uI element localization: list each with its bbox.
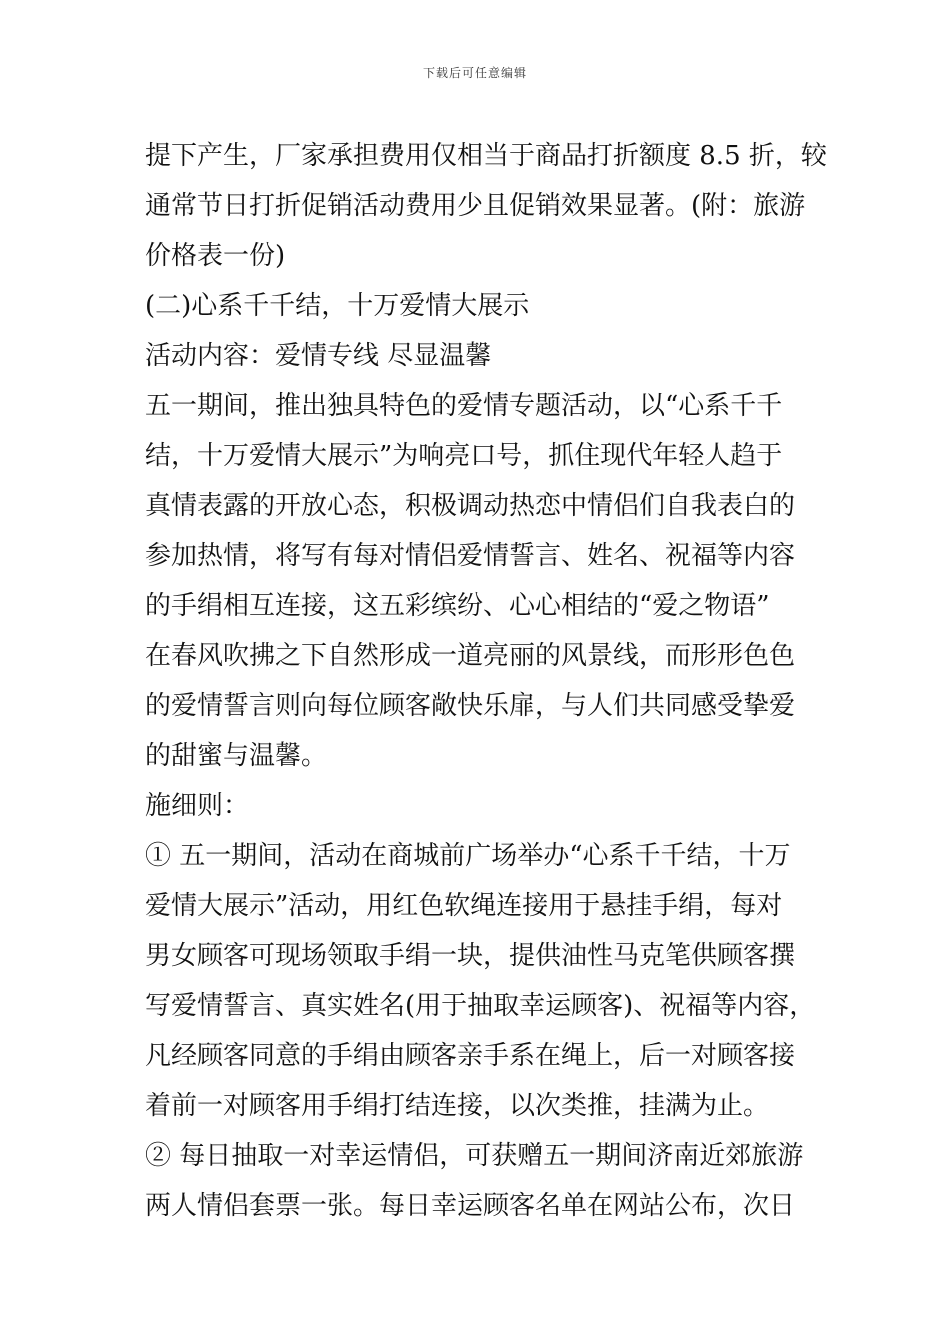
text-line: ② 每日抽取一对幸运情侣，可获赠五一期间济南近郊旅游 [145,1141,804,1171]
activity-content-label [145,331,807,381]
text-line: 提下产生，厂家承担费用仅相当于商品打折额度 8.5 折，较 [145,141,827,171]
page-header: 下载后可任意编辑 [422,66,527,80]
text-line: 的手绢相互连接，这五彩缤纷、心心相结的“爱之物语” [145,591,770,621]
text-line: 活动内容：爱情专线 尽显温馨 [145,341,492,371]
text-line: 的甜蜜与温馨。 [145,741,328,771]
text-line: 价格表一份) [145,241,286,271]
text-line: ① 五一期间，活动在商城前广场举办“心系千千结，十万 [145,841,791,871]
text-line: 参加热情，将写有每对情侣爱情誓言、姓名、祝福等内容 [145,541,796,571]
text-line: 两人情侣套票一张。每日幸运顾客名单在网站公布，次日 [145,1191,796,1221]
paragraph-description [145,381,807,781]
rules-heading [145,781,807,831]
text-line: 结，十万爱情大展示”为响亮口号，抓住现代年轻人趋于 [145,441,783,471]
rule-item-2 [145,1131,807,1231]
rule-item-1 [145,831,816,1131]
text-line: 通常节日打折促销活动费用少且促销效果显著。(附：旅游 [145,191,806,221]
text-line: 真情表露的开放心态，积极调动热恋中情侣们自我表白的 [145,491,796,521]
section-heading [145,281,807,331]
text-line: 施细则： [145,791,250,821]
text-line: 写爱情誓言、真实姓名(用于抽取幸运顾客)、祝福等内容， [145,991,816,1021]
text-line: 男女顾客可现场领取手绢一块，提供油性马克笔供顾客撰 [145,941,796,971]
text-line: 五一期间，推出独具特色的爱情专题活动，以“心系千千 [145,391,783,421]
text-line: 的爱情誓言则向每位顾客敞快乐扉，与人们共同感受挚爱 [145,691,796,721]
text-line: 在春风吹拂之下自然形成一道亮丽的风景线，而形形色色 [145,641,796,671]
text-line: 着前一对顾客用手绢打结连接，以次类推，挂满为止。 [145,1091,770,1121]
paragraph-price-note [145,131,827,281]
text-line: 爱情大展示”活动，用红色软绳连接用于悬挂手绢，每对 [145,891,783,921]
text-line: 凡经顾客同意的手绢由顾客亲手系在绳上，后一对顾客接 [145,1041,796,1071]
text-line: (二)心系千千结，十万爱情大展示 [145,291,530,321]
document-body [145,131,827,1231]
